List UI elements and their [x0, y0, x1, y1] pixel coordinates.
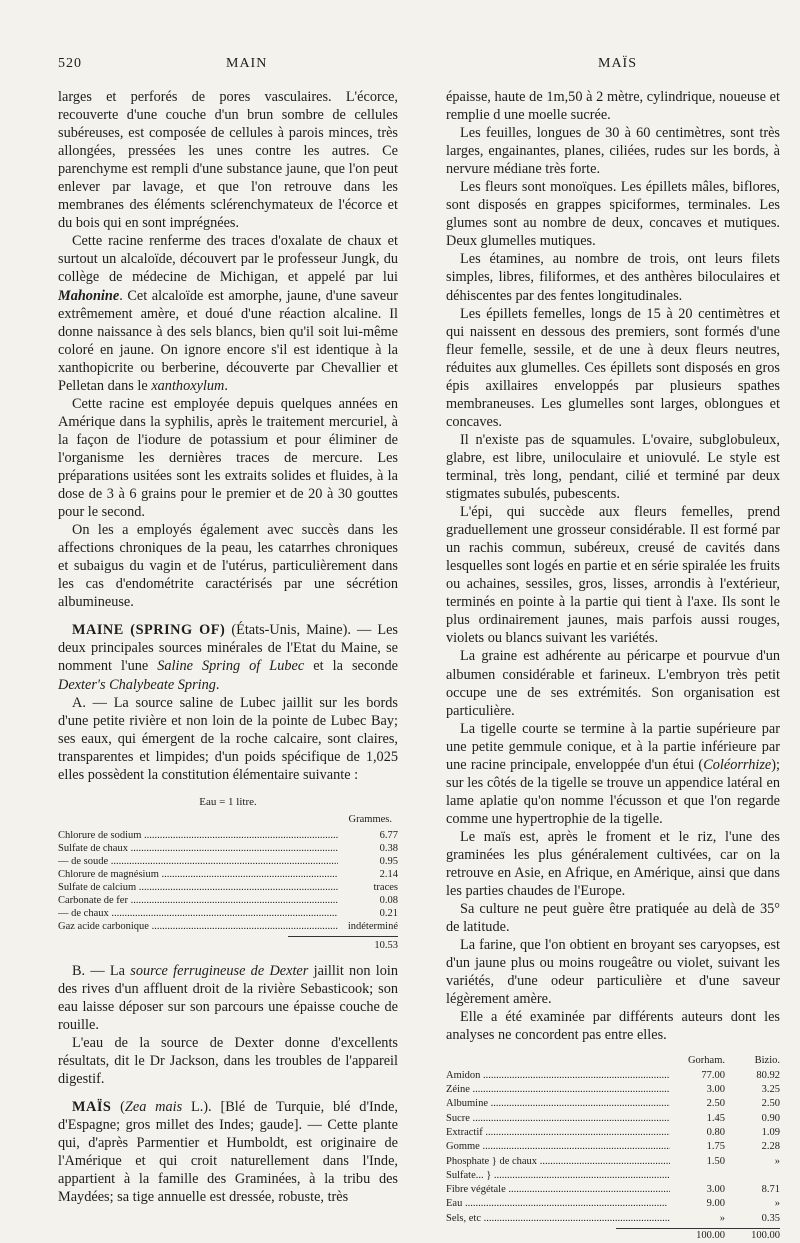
table-cell-gorham: 3.00: [706, 1084, 725, 1096]
paragraph: Il n'existe pas de squamules. L'ovaire, subglobuleux, glabre, est libre, uniloculaire et uniovulé. Le style est terminal, très long, pendant, cilié et terminé par deux stigmates subulés, pubescents.: [446, 431, 780, 503]
flour-analysis-table: [446, 1054, 780, 1243]
table-cell-bizio: 3.25: [761, 1084, 780, 1096]
table-cell-name: Sulfate... } .....: [446, 1169, 670, 1183]
paragraph: On les a employés également avec succès dans les affections chroniques de la peau, les catarrhes chroniques et subaigus du vagin et de l'utérus, particulièrement dans les cas d'endométrite caractérisés par une sécrétion albumineuse.: [58, 522, 398, 611]
table-cell-name: Chlorure de magnésium .....: [58, 868, 338, 881]
left-running-title: MAIN: [226, 56, 268, 71]
table-total: 100.00 100.00: [616, 1228, 780, 1243]
table-cell-name: Eau .....: [446, 1197, 670, 1211]
composition-table: [58, 796, 398, 952]
table-row: [58, 907, 398, 920]
table-cell-name: Phosphate } de chaux .....: [446, 1155, 670, 1169]
page-number: 520: [58, 56, 82, 71]
table-cell-name: Zéine .....: [446, 1083, 670, 1097]
paragraph: L'eau de la source de Dexter donne d'excellents résultats, dit le Dr Jackson, dans les troubles de l'appareil digestif.: [58, 1034, 398, 1088]
table-cell-gorham: »: [719, 1212, 725, 1224]
table-cell-name: Albumine .....: [446, 1097, 670, 1111]
paragraph: Cette racine est employée depuis quelques années en Amérique dans la syphilis, après le traitement mercuriel, à la façon de l'iodure de potassium et pour éliminer de l'organisme les dernières traces de mercure. Les préparations usitées sont les extraits solides et fluides, à la dose de 3 à 6 grains pour le premier et de 20 à 30 gouttes pour le second.: [58, 395, 398, 521]
paragraph: Les épillets femelles, longs de 15 à 20 centimètres et qui naissent en dessous des premiers, sont formés d'une fleur femelle, sessile, et de une à deux fleurs neutres, réduites aux glumelles. Ces épillets sont disposés en gros épis axillaires enveloppés par plusieurs spathes membraneuses. Les glumelles sont larges, oblongues et concaves.: [446, 305, 780, 430]
table-row: [446, 1140, 780, 1154]
paragraph: Sa culture ne peut guère être pratiquée au delà de 35° de latitude.: [446, 901, 780, 936]
table-row: [446, 1126, 780, 1140]
table-cell-bizio: 0.35: [761, 1212, 780, 1224]
table-cell-gorham: [670, 1169, 725, 1183]
table-cell-value: 0.08: [379, 894, 398, 906]
table-row: [58, 881, 398, 894]
paragraph: Elle a été examinée par différents auteurs dont les analyses ne concordent pas entre elles.: [446, 1009, 780, 1044]
entry-mais: MAÏS (Zea mais L.). [Blé de Turquie, blé d'Inde, d'Espagne; gros millet des Indes; gaude]. — Cette plante qui, d'après Parmentier et Humboldt, est originaire de l'Amérique et qui croit naturellement dans l'Inde, appartient à la famille des Graminées, à la tribu des Maydées; sa tige annuelle est dressée, robuste, très: [58, 1099, 399, 1206]
entry-maine: MAINE (SPRING OF) (États-Unis, Maine). — Les deux principales sources minérales de l'Etat du Maine, se nomment l'une Saline Spring of Lubec et la seconde Dexter's Chalybeate Spring.: [58, 622, 399, 693]
table-cell-value: 0.95: [379, 855, 398, 867]
paragraph: La graine est adhérente au péricarpe et pourvue d'un albumen considérable et farineux. L'embryon très petit occupe une de ses extrémités. Son organisation est particulière.: [446, 648, 780, 719]
paragraph: Les étamines, au nombre de trois, ont leurs filets simples, libres, filiformes, et des anthères biloculaires et déhiscentes par des fentes longitudinales.: [446, 251, 780, 304]
table-row: [58, 920, 398, 933]
table-cell-name: Sulfate de chaux .....: [58, 842, 338, 855]
table-cell-bizio: »: [774, 1198, 780, 1210]
table-cell-name: Gomme .....: [446, 1140, 670, 1154]
table-cell-bizio: 1.09: [761, 1126, 780, 1138]
table-cell-gorham: 77.00: [701, 1069, 725, 1081]
table-cell-gorham: 9.00: [706, 1198, 725, 1210]
right-running-title: MAÏS: [598, 56, 638, 71]
running-header: [0, 56, 800, 80]
left-column: [58, 88, 398, 1206]
table-row: [446, 1155, 780, 1169]
table-cell-name: — de chaux .....: [58, 907, 338, 920]
paragraph: L'épi, qui succède aux fleurs femelles, prend graduellement une grosseur considérable. Il est formé par un rachis commun, subéreux, creusé de cavités dans lesquelles sont logés en partie et en série spiralée les fruits ou achaines, sessiles, gros, lisses, arrondis à l'extérieur, terminés en pointe à la partie qui tient à l'axe. Ils sont le plus ordinairement jaunes, mais parfois aussi rouges, violets ou blancs suivant les variétés.: [446, 504, 780, 647]
table-cell-name: Carbonate de fer .....: [58, 894, 338, 907]
table-cell-bizio: »: [774, 1155, 780, 1167]
entry-headword: MAÏS: [72, 1099, 112, 1116]
table-caption: Eau = 1 litre.: [199, 795, 257, 808]
paragraph: larges et perforés de pores vasculaires. L'écorce, recouverte d'une couche d'un brun sombre de cellules subéreuses, est composée de cellules à parois minces, très allongées, pressées les unes contre les autres. Ce parenchyme est rempli d'une substance jaune, que l'on peut enlever par lavage, et que l'on retrouve dans les membranes des éléments sclérenchymateux de l'écorce et du bois qui en sont imprégnées.: [58, 89, 398, 232]
table-row: [446, 1097, 780, 1111]
table-row: [58, 829, 398, 842]
paragraph: Les fleurs sont monoïques. Les épillets mâles, biflores, sont disposés en grappes spiciformes, terminales. Les glumes sont au nombre de deux, concaves et mutiques. Deux glumelles mutiques.: [446, 179, 780, 250]
table-cell-value: 2.14: [379, 868, 398, 880]
table-cell-gorham: 1.75: [706, 1141, 725, 1153]
table-header: [446, 1054, 780, 1068]
table-cell-bizio: 0.90: [761, 1112, 780, 1124]
column-header: Gorham.: [687, 1055, 725, 1067]
table-cell-gorham: 1.50: [706, 1155, 725, 1167]
table-cell-value: 0.38: [379, 842, 398, 854]
entry-headword: MAINE (SPRING OF): [72, 622, 226, 639]
table-cell-name: Fibre végétale .....: [446, 1183, 670, 1197]
table-row: [446, 1083, 780, 1097]
table-cell-name: Extractif .....: [446, 1126, 670, 1140]
table-cell-bizio: 2.28: [761, 1141, 780, 1153]
table-cell-name: Sels, etc .....: [446, 1212, 670, 1226]
table-row: [58, 855, 398, 868]
table-row: [58, 894, 398, 907]
paragraph: B. — La source ferrugineuse de Dexter jaillit non loin des rives d'un affluent droit de la rivière Sebasticook; son eau laisse déposer sur son parcours une épaisse couche de rouille.: [58, 962, 399, 1033]
table-row: [446, 1112, 780, 1126]
paragraph: Cette racine renferme des traces d'oxalate de chaux et surtout un alcaloïde, découvert par le professeur Jungk, du collège de médecine de Michigan, et appelé par lui Mahonine. Cet alcaloïde est amorphe, jaune, d'une saveur extrêmement amère, et doué d'une réaction alcaline. Il donne naissance à des sels blancs, bien qu'il soit lui-même coloré en jaune. On ignore encore s'il est identique à la xanthopicrite ou berberine, découverte par Chevallier et Pelletan dans le xanthoxylum.: [58, 233, 398, 394]
table-cell-name: Sucre .....: [446, 1112, 670, 1126]
table-cell-gorham: 2.50: [706, 1098, 725, 1110]
column-header: Bizio.: [754, 1055, 780, 1067]
table-total: 10.53: [288, 936, 398, 952]
table-row: [58, 868, 398, 881]
table-cell-gorham: 3.00: [706, 1184, 725, 1196]
table-row: [446, 1212, 780, 1226]
table-row: [446, 1183, 780, 1197]
table-cell-name: Chlorure de sodium .....: [58, 829, 338, 842]
table-cell-name: Amidon .....: [446, 1069, 670, 1083]
right-column: [446, 88, 780, 1243]
table-row: [58, 842, 398, 855]
table-cell-name: — de soude .....: [58, 855, 338, 868]
paragraph: A. — La source saline de Lubec jaillit sur les bords d'une petite rivière et non loin de la pointe de Lubec Bay; ses eaux, qui émergent de la roche calcaire, sont claires, transparentes et limpides; d'un poids spécifique de 1,025 elles possèdent la constitution élémentaire suivante :: [58, 694, 398, 783]
table-cell-value: 6.77: [379, 829, 398, 841]
table-cell-bizio: 8.71: [761, 1184, 780, 1196]
table-cell-gorham: 1.45: [706, 1112, 725, 1124]
table-cell-value: traces: [373, 881, 398, 893]
paragraph: La tigelle courte se termine à la partie supérieure par une petite gemmule conique, et à la partie inférieure par une racine principale, enveloppée d'un étui (Coléorrhize); sur les côtés de la tigelle se trouve un appendice latéral en lame aplatie qu'on nomme l'écusson et que l'on regarde comme une hypertrophie de la tigelle.: [446, 720, 780, 827]
table-cell-name: Sulfate de calcium .....: [58, 881, 338, 894]
table-cell-name: Gaz acide carbonique .....: [58, 920, 338, 933]
paragraph: Le maïs est, après le froment et le riz, l'une des graminées les plus généralement cultivées, car on la retrouve en Asie, en Afrique, en Amérique, ainsi que dans les parties chaudes de l'Europe.: [446, 828, 780, 900]
table-cell-gorham: 0.80: [706, 1126, 725, 1138]
table-cell-bizio: 80.92: [756, 1069, 780, 1081]
table-row: [446, 1197, 780, 1211]
table-row: [446, 1169, 780, 1183]
table-cell-bizio: 2.50: [761, 1098, 780, 1110]
table-unit: Grammes.: [348, 813, 392, 825]
table-cell-bizio: [725, 1169, 780, 1183]
table-cell-value: 0.21: [379, 907, 398, 919]
table-row: [446, 1069, 780, 1083]
paragraph: épaisse, haute de 1m,50 à 2 mètre, cylindrique, noueuse et remplie d une moelle sucrée.: [446, 89, 780, 124]
paragraph: Les feuilles, longues de 30 à 60 centimètres, sont très larges, engainantes, planes, ciliées, rudes sur les bords, à nervure médiane très forte.: [446, 125, 780, 178]
paragraph: La farine, que l'on obtient en broyant ses caryopses, est d'un jaune plus ou moins rougeâtre ou violet, suivant les variétés, d'une odeur particulière et d'une saveur légèrement amère.: [446, 937, 780, 1008]
table-cell-value: indéterminé: [347, 920, 398, 932]
